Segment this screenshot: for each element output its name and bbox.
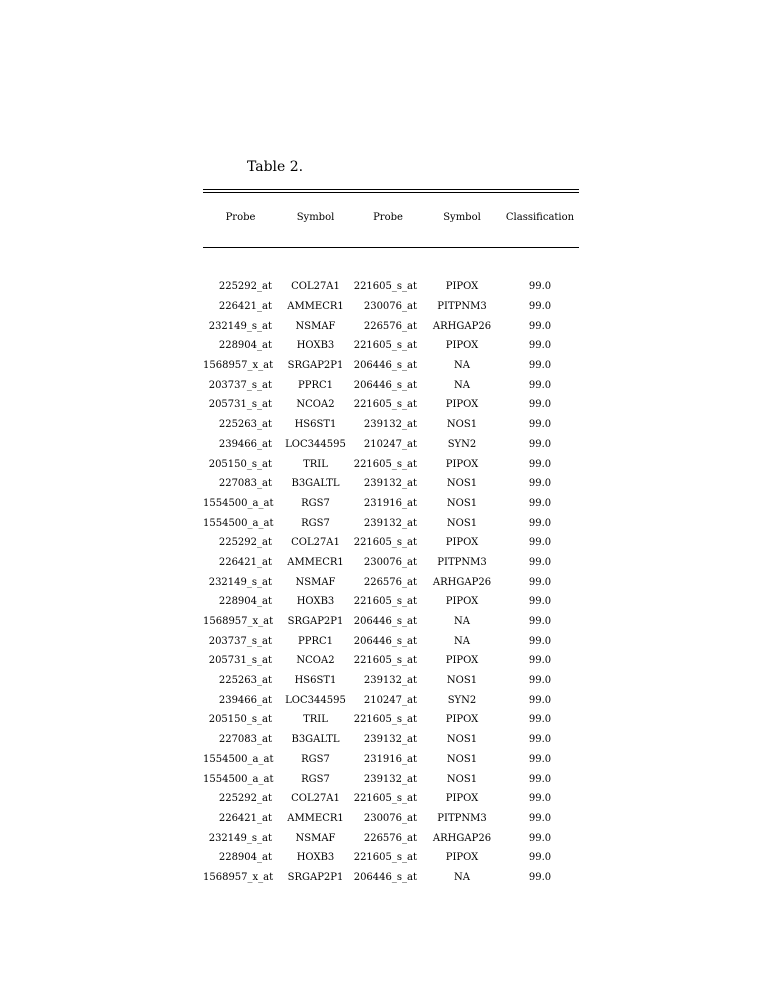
- probe-cell: 221605_s_at: [353, 596, 417, 608]
- probe-cell: 231916_at: [363, 753, 417, 765]
- probe-cell: 239132_at: [363, 734, 417, 746]
- table-row: [203, 494, 579, 514]
- table-row: [203, 671, 579, 691]
- probe-cell: 221605_s_at: [353, 281, 417, 293]
- symbol-cell: LOC344595: [285, 438, 346, 450]
- table-row: [203, 435, 579, 455]
- table-row: [203, 750, 579, 770]
- classification-cell: 99.0: [528, 694, 552, 706]
- symbol-cell: PIPOX: [445, 714, 479, 726]
- classification-cell: 99.0: [528, 812, 552, 824]
- symbol-cell: SRGAP2P1: [287, 616, 344, 628]
- probe-cell: 239132_at: [363, 419, 417, 431]
- probe-cell: 206446_s_at: [353, 635, 417, 647]
- symbol-cell: B3GALTL: [291, 478, 340, 490]
- symbol-cell: HS6ST1: [294, 675, 337, 687]
- table-row: [203, 789, 579, 809]
- symbol-cell: HOXB3: [296, 340, 335, 352]
- table-row: [203, 375, 579, 395]
- classification-cell: 99.0: [528, 419, 552, 431]
- probe-cell: 206446_s_at: [353, 379, 417, 391]
- table-row: [203, 612, 579, 632]
- header-probe-1: Probe: [225, 211, 256, 223]
- probe-cell: 226576_at: [363, 832, 417, 844]
- probe-cell: 221605_s_at: [353, 852, 417, 864]
- symbol-cell: NCOA2: [296, 655, 335, 667]
- table-row: [203, 631, 579, 651]
- probe-cell: 221605_s_at: [353, 714, 417, 726]
- probe-cell: 230076_at: [363, 812, 417, 824]
- probe-cell: 226421_at: [218, 556, 272, 568]
- classification-cell: 99.0: [528, 635, 552, 647]
- classification-cell: 99.0: [528, 458, 552, 470]
- classification-cell: 99.0: [528, 832, 552, 844]
- classification-cell: 99.0: [528, 793, 552, 805]
- probe-cell: 1554500_a_at: [203, 753, 274, 765]
- symbol-cell: AMMECR1: [287, 301, 344, 313]
- symbol-cell: NCOA2: [296, 399, 335, 411]
- table-row: [203, 809, 579, 829]
- probe-cell: 232149_s_at: [208, 320, 272, 332]
- symbol-cell: RGS7: [301, 773, 330, 785]
- classification-cell: 99.0: [528, 497, 552, 509]
- symbol-cell: HS6ST1: [294, 419, 337, 431]
- symbol-cell: AMMECR1: [287, 556, 344, 568]
- probe-cell: 210247_at: [363, 694, 417, 706]
- top-rule: [203, 189, 579, 190]
- probe-cell: 232149_s_at: [208, 576, 272, 588]
- probe-cell: 232149_s_at: [208, 832, 272, 844]
- probe-cell: 225292_at: [218, 281, 272, 293]
- symbol-cell: COL27A1: [291, 793, 340, 805]
- table-row: [203, 533, 579, 553]
- table-row: [203, 336, 579, 356]
- classification-cell: 99.0: [528, 675, 552, 687]
- header-symbol-2: Symbol: [443, 211, 481, 223]
- table-row: [203, 848, 579, 868]
- table-row: [203, 316, 579, 336]
- classification-cell: 99.0: [528, 734, 552, 746]
- symbol-cell: PIPOX: [445, 458, 479, 470]
- probe-cell: 225292_at: [218, 537, 272, 549]
- table-row: [203, 553, 579, 573]
- classification-cell: 99.0: [528, 714, 552, 726]
- symbol-cell: PIPOX: [445, 852, 479, 864]
- symbol-cell: RGS7: [301, 753, 330, 765]
- probe-cell: 239466_at: [218, 438, 272, 450]
- probe-cell: 205731_s_at: [208, 399, 272, 411]
- symbol-cell: NOS1: [446, 734, 478, 746]
- table-row: [203, 710, 579, 730]
- probe-cell: 226576_at: [363, 576, 417, 588]
- probe-cell: 239132_at: [363, 773, 417, 785]
- classification-cell: 99.0: [528, 399, 552, 411]
- symbol-cell: PIPOX: [445, 655, 479, 667]
- symbol-cell: RGS7: [301, 517, 330, 529]
- classification-cell: 99.0: [528, 596, 552, 608]
- classification-cell: 99.0: [528, 773, 552, 785]
- symbol-cell: TRIL: [303, 714, 328, 726]
- symbol-cell: PIPOX: [445, 537, 479, 549]
- table-row: [203, 651, 579, 671]
- table-row: [203, 690, 579, 710]
- classification-cell: 99.0: [528, 438, 552, 450]
- probe-cell: 226576_at: [363, 320, 417, 332]
- symbol-cell: NA: [454, 635, 470, 647]
- table-row: [203, 868, 579, 888]
- table-row: [203, 297, 579, 317]
- classification-cell: 99.0: [528, 537, 552, 549]
- classification-cell: 99.0: [528, 576, 552, 588]
- probe-cell: 206446_s_at: [353, 616, 417, 628]
- symbol-cell: HOXB3: [296, 596, 335, 608]
- symbol-cell: B3GALTL: [291, 734, 340, 746]
- symbol-cell: NA: [454, 871, 470, 883]
- symbol-cell: PIPOX: [445, 281, 479, 293]
- probe-cell: 221605_s_at: [353, 340, 417, 352]
- top-rule-double: [203, 192, 579, 193]
- classification-cell: 99.0: [528, 281, 552, 293]
- header-classification: Classification: [505, 211, 575, 223]
- header-probe-2: Probe: [373, 211, 403, 223]
- table-row: [203, 356, 579, 376]
- table-row: [203, 395, 579, 415]
- symbol-cell: ARHGAP26: [432, 576, 492, 588]
- probe-cell: 227083_at: [218, 478, 272, 490]
- probe-cell: 226421_at: [218, 812, 272, 824]
- probe-cell: 228904_at: [218, 596, 272, 608]
- table-row: [203, 769, 579, 789]
- probe-cell: 228904_at: [218, 852, 272, 864]
- symbol-cell: NOS1: [446, 675, 478, 687]
- probe-cell: 205731_s_at: [208, 655, 272, 667]
- probe-cell: 221605_s_at: [353, 793, 417, 805]
- symbol-cell: NA: [454, 379, 470, 391]
- symbol-cell: SYN2: [447, 438, 477, 450]
- probe-cell: 203737_s_at: [208, 635, 272, 647]
- symbol-cell: AMMECR1: [287, 812, 344, 824]
- classification-cell: 99.0: [528, 871, 552, 883]
- probe-cell: 227083_at: [218, 734, 272, 746]
- table-row: [203, 454, 579, 474]
- probe-cell: 231916_at: [363, 497, 417, 509]
- classification-cell: 99.0: [528, 556, 552, 568]
- symbol-cell: NOS1: [446, 517, 478, 529]
- symbol-cell: PITPNM3: [437, 556, 487, 568]
- classification-cell: 99.0: [528, 753, 552, 765]
- table-row: [203, 592, 579, 612]
- classification-cell: 99.0: [528, 655, 552, 667]
- header-spacer: [203, 228, 579, 277]
- symbol-cell: LOC344595: [285, 694, 346, 706]
- probe-cell: 206446_s_at: [353, 871, 417, 883]
- probe-cell: 225263_at: [218, 675, 272, 687]
- probe-cell: 205150_s_at: [208, 458, 272, 470]
- symbol-cell: NSMAF: [295, 576, 336, 588]
- symbol-cell: PPRC1: [298, 379, 333, 391]
- classification-cell: 99.0: [528, 517, 552, 529]
- probe-cell: 203737_s_at: [208, 379, 272, 391]
- symbol-cell: NA: [454, 616, 470, 628]
- probe-cell: 221605_s_at: [353, 537, 417, 549]
- classification-cell: 99.0: [528, 360, 552, 372]
- probe-cell: 1554500_a_at: [203, 517, 274, 529]
- classification-cell: 99.0: [528, 616, 552, 628]
- symbol-cell: NOS1: [446, 773, 478, 785]
- probe-cell: 221605_s_at: [353, 655, 417, 667]
- probe-cell: 1568957_x_at: [203, 616, 274, 628]
- symbol-cell: PIPOX: [445, 793, 479, 805]
- symbol-cell: PITPNM3: [437, 812, 487, 824]
- symbol-cell: PIPOX: [445, 596, 479, 608]
- classification-cell: 99.0: [528, 478, 552, 490]
- probe-cell: 206446_s_at: [353, 360, 417, 372]
- table-row: [203, 572, 579, 592]
- symbol-cell: NOS1: [446, 497, 478, 509]
- header-row: [203, 206, 579, 228]
- symbol-cell: COL27A1: [291, 281, 340, 293]
- probe-cell: 239132_at: [363, 675, 417, 687]
- probe-table: [203, 206, 579, 887]
- header-symbol-1: Symbol: [296, 211, 335, 223]
- table-row: [203, 474, 579, 494]
- classification-cell: 99.0: [528, 852, 552, 864]
- classification-cell: 99.0: [528, 379, 552, 391]
- symbol-cell: ARHGAP26: [432, 320, 492, 332]
- symbol-cell: PPRC1: [298, 635, 333, 647]
- symbol-cell: NA: [454, 360, 470, 372]
- probe-cell: 221605_s_at: [353, 399, 417, 411]
- probe-cell: 228904_at: [218, 340, 272, 352]
- probe-cell: 225292_at: [218, 793, 272, 805]
- table-body: [203, 277, 579, 887]
- classification-cell: 99.0: [528, 301, 552, 313]
- probe-cell: 1568957_x_at: [203, 360, 274, 372]
- symbol-cell: NSMAF: [295, 320, 336, 332]
- symbol-cell: RGS7: [301, 497, 330, 509]
- classification-cell: 99.0: [528, 320, 552, 332]
- symbol-cell: NOS1: [446, 478, 478, 490]
- probe-cell: 1554500_a_at: [203, 497, 274, 509]
- probe-cell: 205150_s_at: [208, 714, 272, 726]
- table-row: [203, 828, 579, 848]
- symbol-cell: NSMAF: [295, 832, 336, 844]
- symbol-cell: COL27A1: [291, 537, 340, 549]
- probe-cell: 1554500_a_at: [203, 773, 274, 785]
- table-row: [203, 415, 579, 435]
- symbol-cell: PITPNM3: [437, 301, 487, 313]
- symbol-cell: SYN2: [447, 694, 477, 706]
- table-caption: Table 2.: [247, 159, 304, 175]
- probe-cell: 230076_at: [363, 301, 417, 313]
- table-row: [203, 277, 579, 297]
- probe-cell: 239466_at: [218, 694, 272, 706]
- symbol-cell: HOXB3: [296, 852, 335, 864]
- symbol-cell: TRIL: [303, 458, 328, 470]
- classification-cell: 99.0: [528, 340, 552, 352]
- symbol-cell: PIPOX: [445, 340, 479, 352]
- probe-cell: 239132_at: [363, 517, 417, 529]
- probe-cell: 239132_at: [363, 478, 417, 490]
- table-row: [203, 513, 579, 533]
- symbol-cell: ARHGAP26: [432, 832, 492, 844]
- probe-cell: 225263_at: [218, 419, 272, 431]
- symbol-cell: NOS1: [446, 419, 478, 431]
- symbol-cell: NOS1: [446, 753, 478, 765]
- symbol-cell: PIPOX: [445, 399, 479, 411]
- symbol-cell: SRGAP2P1: [287, 360, 344, 372]
- table-row: [203, 730, 579, 750]
- probe-cell: 230076_at: [363, 556, 417, 568]
- probe-cell: 210247_at: [363, 438, 417, 450]
- probe-cell: 1568957_x_at: [203, 871, 274, 883]
- probe-cell: 221605_s_at: [353, 458, 417, 470]
- probe-cell: 226421_at: [218, 301, 272, 313]
- symbol-cell: SRGAP2P1: [287, 871, 344, 883]
